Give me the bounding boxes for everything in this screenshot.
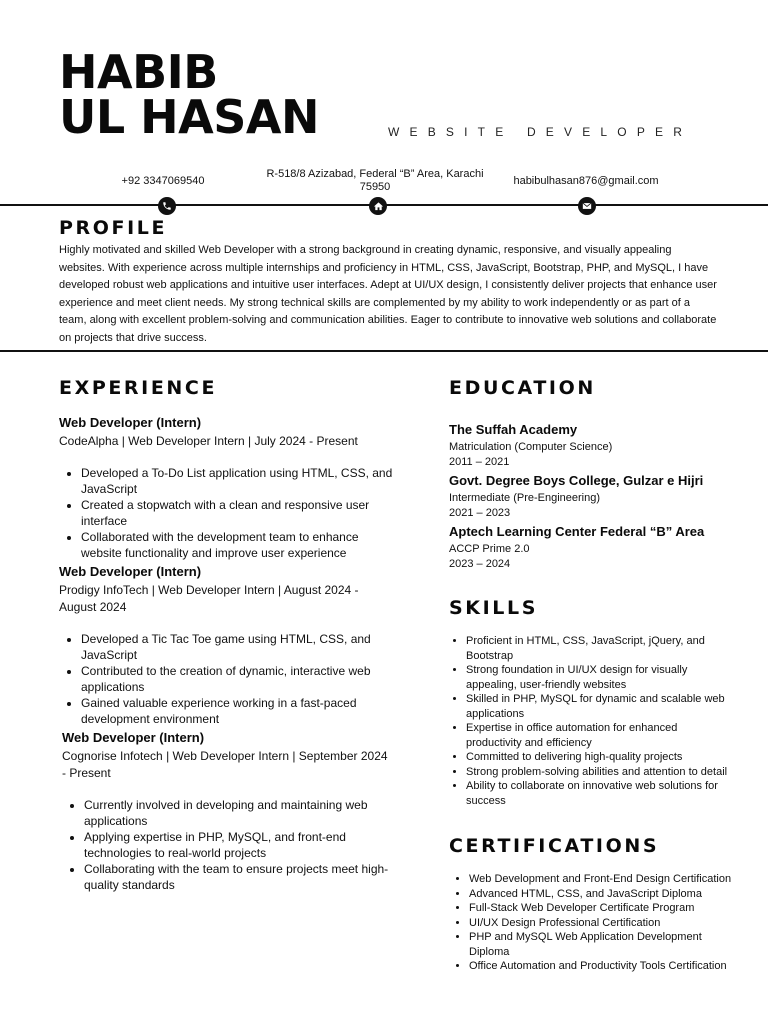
certifications-list bbox=[452, 872, 732, 974]
job-bullet: • Applying expertise in PHP, MySQL, and front-end technologies to real-world projects bbox=[84, 829, 394, 861]
contact-email[interactable]: habibulhasan876@gmail.com bbox=[513, 175, 659, 187]
skill-item: • Strong foundation in UI/UX design for visually appealing, user-friendly websites bbox=[466, 663, 729, 692]
job-bullet: • Currently involved in developing and maintaining web applications bbox=[84, 797, 394, 829]
skills-list bbox=[449, 634, 729, 808]
job-bullet: • Collaborated with the development team to enhance website functionality and improve user experience bbox=[81, 529, 394, 561]
job-bullet: • Contributed to the creation of dynamic, interactive web applications bbox=[81, 663, 394, 695]
education-entry bbox=[449, 472, 749, 521]
skill-item: • Proficient in HTML, CSS, JavaScript, jQuery, and Bootstrap bbox=[466, 634, 729, 663]
contact-phone[interactable]: +92 3347069540 bbox=[121, 175, 205, 187]
contact-address: R-518/8 Azizabad, Federal “B” Area, Karachi 75950 bbox=[266, 168, 484, 193]
job-entry bbox=[62, 729, 394, 893]
phone-icon bbox=[158, 197, 176, 215]
education-heading: EDUCATION bbox=[449, 377, 596, 399]
job-meta: Prodigy InfoTech | Web Developer Intern | August 2024 - August 2024 bbox=[59, 583, 359, 614]
name-line-2: UL HASAN bbox=[59, 90, 320, 144]
candidate-name bbox=[59, 45, 320, 144]
certification-item: • UI/UX Design Professional Certification bbox=[469, 916, 732, 931]
job-entry bbox=[59, 563, 394, 727]
job-bullet: • Developed a Tic Tac Toe game using HTML, CSS, and JavaScript bbox=[81, 631, 394, 663]
job-meta: Cognorise Infotech | Web Developer Intern | September 2024 - Present bbox=[62, 749, 388, 780]
education-entry bbox=[449, 421, 749, 470]
job-bullet: • Created a stopwatch with a clean and responsive user interface bbox=[81, 497, 394, 529]
job-bullet: • Gained valuable experience working in a fast-paced development environment bbox=[81, 695, 394, 727]
edu-years: 2023 – 2024 bbox=[449, 558, 511, 570]
education-list bbox=[449, 421, 749, 574]
experience-list bbox=[59, 414, 394, 895]
job-role: Web Developer (Intern) bbox=[59, 415, 202, 430]
skill-item: • Ability to collaborate on innovative web solutions for success bbox=[466, 779, 729, 808]
job-meta: CodeAlpha | Web Developer Intern | July 2024 - Present bbox=[59, 434, 358, 448]
skill-item: • Expertise in office automation for enhanced productivity and efficiency bbox=[466, 721, 729, 750]
education-entry bbox=[449, 523, 749, 572]
skill-item: • Skilled in PHP, MySQL for dynamic and scalable web applications bbox=[466, 692, 729, 721]
certification-item: • Web Development and Front-End Design Certification bbox=[469, 872, 732, 887]
skills-heading: SKILLS bbox=[449, 597, 538, 619]
skill-item: • Strong problem-solving abilities and attention to detail bbox=[466, 765, 729, 780]
certification-item: • Full-Stack Web Developer Certificate Program bbox=[469, 901, 732, 916]
certification-item: • PHP and MySQL Web Application Development Diploma bbox=[469, 930, 732, 959]
job-role: Web Developer (Intern) bbox=[62, 730, 205, 745]
name-line-1: HABIB bbox=[59, 45, 218, 99]
experience-heading: EXPERIENCE bbox=[59, 377, 218, 399]
job-bullet: • Developed a To-Do List application using HTML, CSS, and JavaScript bbox=[81, 465, 394, 497]
job-entry bbox=[59, 414, 394, 561]
edu-school: Aptech Learning Center Federal “B” Area bbox=[449, 524, 705, 539]
edu-years: 2011 – 2021 bbox=[449, 456, 510, 468]
profile-summary: Highly motivated and skilled Web Developer with a strong background in creating dynamic, responsive, and visually appealing websites. With experience across multiple internships and proficiency in HTML, CSS, JavaScript, Bootstrap, PHP, and MySQL, I have developed robust web applications and intuitive user interfaces. Adept at UI/UX design, I consistently deliver projects that enhance user experience and meet client needs. My strong technical skills are complemented by my ability to work independently or as part of a team, along with excellent problem-solving and communication abilities. Eager to contribute to innovative web solutions and collaborate on projects that drive success. bbox=[59, 244, 717, 344]
job-role: Web Developer (Intern) bbox=[59, 564, 202, 579]
skill-item: • Committed to delivering high-quality projects bbox=[466, 750, 729, 765]
certifications-heading: CERTIFICATIONS bbox=[449, 835, 660, 857]
job-bullets bbox=[59, 465, 394, 561]
certification-item: • Advanced HTML, CSS, and JavaScript Diploma bbox=[469, 887, 732, 902]
profile-divider bbox=[0, 350, 768, 352]
edu-years: 2021 – 2023 bbox=[449, 507, 511, 519]
edu-degree: Intermediate (Pre-Engineering) bbox=[449, 492, 601, 504]
certification-item: • Office Automation and Productivity Tools Certification bbox=[469, 959, 732, 974]
mail-icon bbox=[578, 197, 596, 215]
home-icon bbox=[369, 197, 387, 215]
profile-heading: PROFILE bbox=[59, 217, 168, 239]
job-bullets bbox=[59, 631, 394, 727]
job-bullet: • Collaborating with the team to ensure projects meet high-quality standards bbox=[84, 861, 394, 893]
edu-degree: Matriculation (Computer Science) bbox=[449, 441, 613, 453]
edu-degree: ACCP Prime 2.0 bbox=[449, 543, 530, 555]
job-bullets bbox=[62, 797, 394, 893]
edu-school: The Suffah Academy bbox=[449, 422, 578, 437]
job-title: WEBSITE DEVELOPER bbox=[388, 125, 693, 139]
edu-school: Govt. Degree Boys College, Gulzar e Hijri bbox=[449, 473, 704, 488]
